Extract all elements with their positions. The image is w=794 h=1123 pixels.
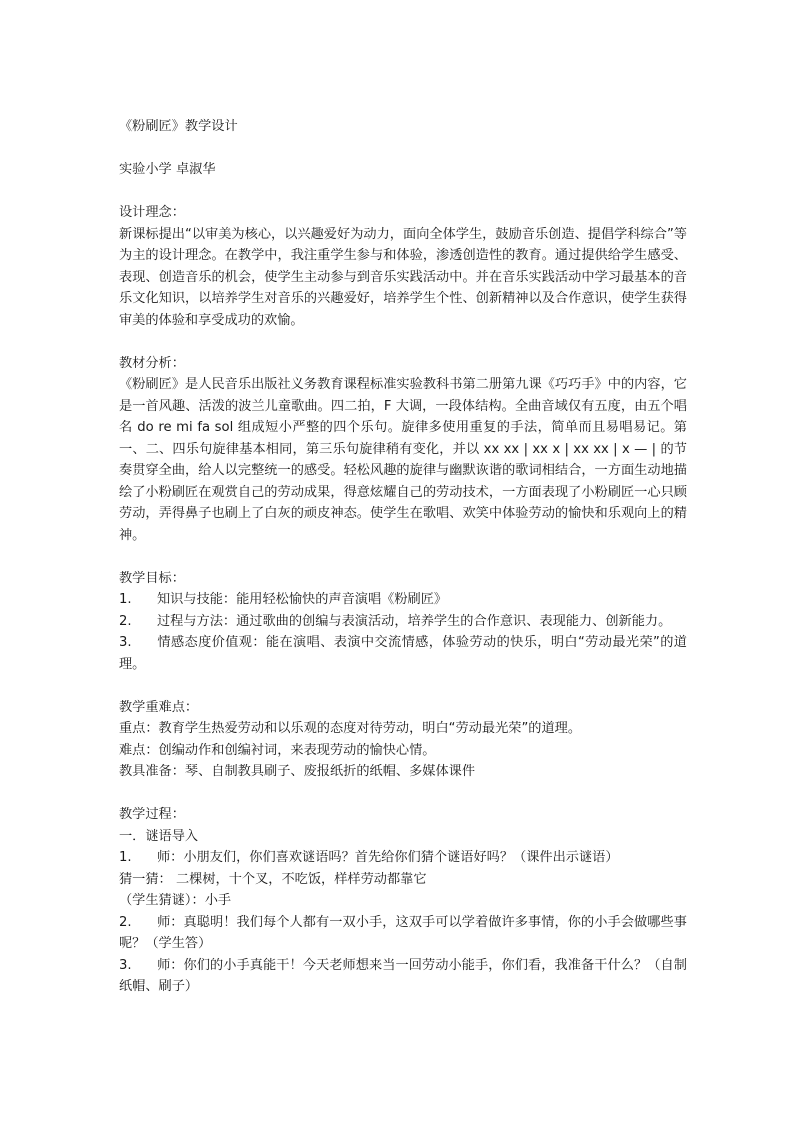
goal-text: 知识与技能：能用轻松愉快的声音演唱《粉刷匠》 <box>157 592 448 607</box>
goal-number: 1. <box>119 592 132 607</box>
spacer <box>119 138 687 160</box>
step-text: 师：你们的小手真能干！今天老师想来当一回劳动小能手，你们看，我准备干什么？（自制纸帽、刷子） <box>119 957 687 994</box>
spacer <box>119 181 687 203</box>
process-step <box>119 912 687 955</box>
keypoint-difficulty: 难点：创编动作和创编衬词，来表现劳动的愉快心情。 <box>119 742 436 758</box>
author-line: 实验小学 卓淑华 <box>119 162 216 177</box>
step-number: 3. <box>119 957 132 973</box>
keypoint-focus: 重点：教育学生热爱劳动和以乐观的态度对待劳动，明白“劳动最光荣”的道理。 <box>119 721 582 736</box>
step-number: 1. <box>119 850 132 865</box>
document-page <box>119 116 687 998</box>
goal-text: 情感态度价值观：能在演唱、表演中交流情感，体验劳动的快乐，明白“劳动最光荣”的道理。 <box>119 635 687 672</box>
goals-heading: 教学目标： <box>119 570 185 586</box>
step-number: 2. <box>119 914 132 930</box>
philosophy-heading: 设计理念： <box>119 205 185 220</box>
spacer <box>119 331 687 353</box>
process-riddle: 猜一猜： 二棵树，十个叉，不吃饭，样样劳动都靠它 <box>119 871 427 887</box>
process-riddle-answer: （学生猜谜）：小手 <box>119 893 232 908</box>
keypoints-heading: 教学重难点： <box>119 699 199 715</box>
step-text: 师：小朋友们，你们喜欢谜语吗？首先给你们猜个谜语好吗？（课件出示谜语） <box>157 850 619 865</box>
spacer <box>119 675 687 697</box>
goal-text: 过程与方法：通过歌曲的创编与表演活动，培养学生的合作意识、表现能力、创新能力。 <box>157 613 672 629</box>
goal-item <box>119 611 687 633</box>
process-step <box>119 955 687 998</box>
goal-item <box>119 632 687 675</box>
spacer <box>119 783 687 805</box>
goal-number: 2. <box>119 613 132 629</box>
goal-item <box>119 589 687 611</box>
process-heading: 教学过程： <box>119 807 185 822</box>
goal-number: 3. <box>119 635 132 650</box>
analysis-body: 《粉刷匠》是人民音乐出版社义务教育课程标准实验教科书第二册第九课《巧巧手》中的内容，它是一首风趣、活泼的波兰儿童歌曲。四二拍，F 大调，一段体结构。全曲音域仅有五度，由五个唱名 do re mi fa sol 组成短小严整的四个乐句。旋律多使用重复的手法，简单而且易唱易记。第一、二、四乐句旋律基本相同，第三乐句旋律稍有变化，并以 xx xx | xx x | xx xx | x — | 的节奏贯穿全曲，给人以完整统一的感受。轻松风趣的旋律与幽默诙谐的歌词相结合，一方面生动地描绘了小粉刷匠在观赏自己的劳动成果，得意炫耀自己的劳动技术，一方面表现了小粉刷匠一心只顾劳动，弄得鼻子也刷上了白灰的顽皮神态。使学生在歌唱、欢笑中体验劳动的愉快和乐观向上的精神。 <box>119 377 687 543</box>
process-section-title: 一．谜语导入 <box>119 828 199 844</box>
philosophy-body: 新课标提出“以审美为核心，以兴趣爱好为动力，面向全体学生，鼓励音乐创造、提倡学科综合”等为主的设计理念。在教学中，我注重学生参与和体验，渗透创造性的教育。通过提供给学生感受、表现、创造音乐的机会，使学生主动参与到音乐实践活动中。并在音乐实践活动中学习最基本的音乐文化知识，以培养学生对音乐的兴趣爱好，培养学生个性、创新精神以及合作意识，使学生获得审美的体验和享受成功的欢愉。 <box>119 226 687 328</box>
teaching-materials: 教具准备：琴、自制教具刷子、废报纸折的纸帽、多媒体课件 <box>119 764 476 779</box>
analysis-heading: 教材分析： <box>119 355 185 371</box>
document-title: 《粉刷匠》教学设计 <box>119 119 238 134</box>
process-step <box>119 847 687 869</box>
step-text: 师：真聪明！我们每个人都有一双小手，这双手可以学着做许多事情，你的小手会做哪些事呢？（学生答） <box>119 914 687 951</box>
spacer <box>119 546 687 568</box>
